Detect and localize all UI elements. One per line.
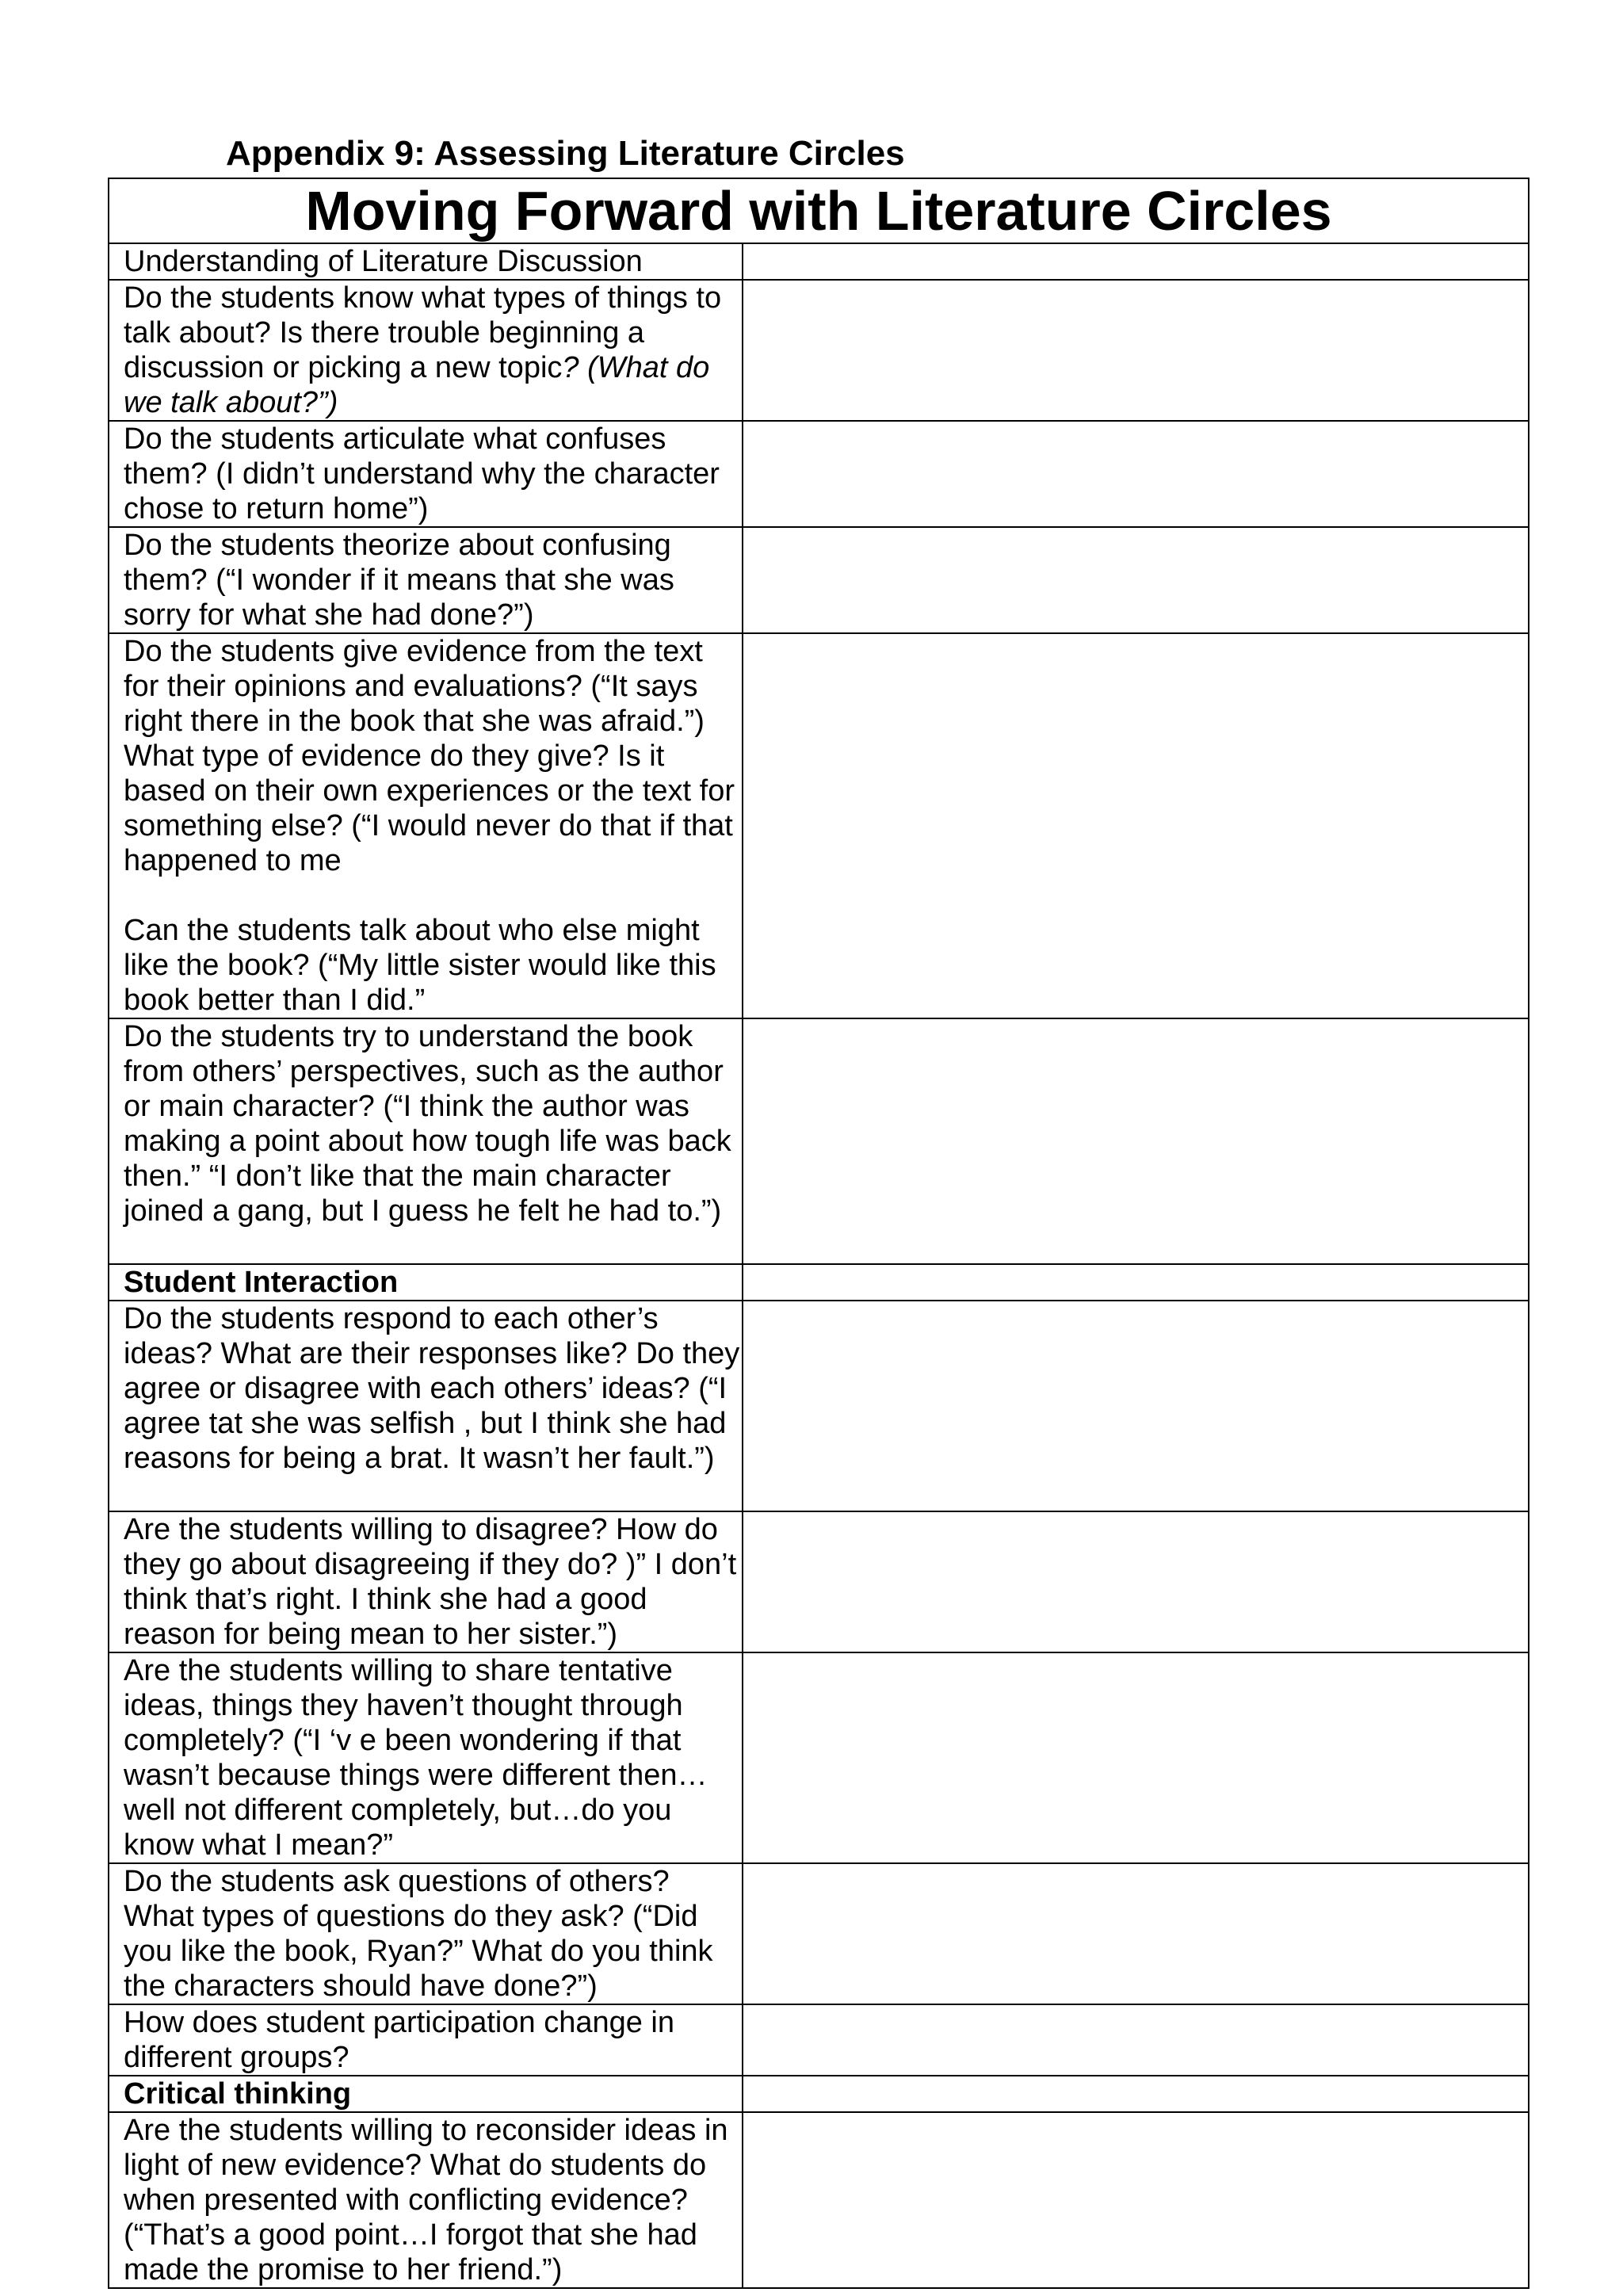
notes-cell[interactable] (743, 1018, 1529, 1264)
question-cell: Do the students respond to each other’s ideas? What are their responses like? Do they agree or disagree with each others’ ideas? (“I agree tat she was selfish , but I think she had reasons for being a brat. It wasn’t her fault.”) (109, 1301, 743, 1511)
notes-cell[interactable] (743, 2004, 1529, 2076)
question-row (109, 280, 1529, 421)
notes-cell[interactable] (743, 2076, 1529, 2112)
question-row (109, 1863, 1529, 2004)
question-cell: Are the students willing to disagree? How do they go about disagreeing if they do? )” I don’t think that’s right. I think she had a good reason for being mean to her sister.”) (109, 1511, 743, 1652)
section-label-understanding: Understanding of Literature Discussion (109, 243, 743, 280)
question-text: Do the students give evidence from the text for their opinions and evaluations? (“It says right there in the book that she was afraid.”) What type of evidence do they give? Is it based on their own experiences or the text for something else? (“I would never do that if that happened to me (124, 635, 735, 877)
section-row (109, 243, 1529, 280)
question-cell: Do the students articulate what confuses them? (I didn’t understand why the character chose to return home”) (109, 421, 743, 527)
question-cell: Are the students willing to reconsider ideas in light of new evidence? What do students do when presented with conflicting evidence?(“That’s a good point…I forgot that she had made the promise to her friend.”) (109, 2112, 743, 2288)
question-cell: Do the students try to understand the book from others’ perspectives, such as the author or main character? (“I think the author was making a point about how tough life was back then.” “I don’t like that the main character joined a gang, but I guess he felt he had to.”) (109, 1018, 743, 1264)
notes-cell[interactable] (743, 527, 1529, 633)
appendix-heading: Appendix 9: Assessing Literature Circles (226, 134, 905, 173)
question-cell: Do the students theorize about confusing them? (“I wonder if it means that she was sorry for what she had done?”) (109, 527, 743, 633)
question-cell: How does student participation change in different groups? (109, 2004, 743, 2076)
question-row (109, 527, 1529, 633)
section-label-interaction: Student Interaction (109, 1264, 743, 1301)
question-cell (109, 633, 743, 1018)
notes-cell[interactable] (743, 280, 1529, 421)
notes-cell[interactable] (743, 2112, 1529, 2288)
blank-line (124, 878, 742, 913)
question-text: Do the students know what types of things to talk about? Is there trouble beginning a discussion or picking a new topic (124, 281, 722, 384)
question-row (109, 1652, 1529, 1863)
section-label-critical: Critical thinking (109, 2076, 743, 2112)
question-cell: Are the students willing to share tentative ideas, things they haven’t thought through completely? (“I ‘v e been wondering if that wasn’t because things were different then…well not different completely, but…do you know what I mean?” (109, 1652, 743, 1863)
notes-cell[interactable] (743, 243, 1529, 280)
table-title: Moving Forward with Literature Circles (109, 178, 1529, 243)
notes-cell[interactable] (743, 1511, 1529, 1652)
notes-cell[interactable] (743, 1652, 1529, 1863)
question-row (109, 1511, 1529, 1652)
notes-cell[interactable] (743, 633, 1529, 1018)
question-row (109, 633, 1529, 1018)
rubric-frame (108, 178, 1528, 2289)
section-row (109, 1264, 1529, 1301)
section-row (109, 2076, 1529, 2112)
notes-cell[interactable] (743, 1863, 1529, 2004)
question-text: Can the students talk about who else might like the book? (“My little sister would like this book better than I did.” (124, 914, 716, 1017)
question-row (109, 1301, 1529, 1511)
question-row (109, 2004, 1529, 2076)
rubric-table (108, 178, 1529, 2289)
question-cell (109, 280, 743, 421)
notes-cell[interactable] (743, 1301, 1529, 1511)
question-row (109, 421, 1529, 527)
question-text-italic: ? (What do we talk about?”) (124, 351, 710, 419)
title-row (109, 178, 1529, 243)
question-row (109, 2112, 1529, 2288)
notes-cell[interactable] (743, 1264, 1529, 1301)
question-row (109, 1018, 1529, 1264)
notes-cell[interactable] (743, 421, 1529, 527)
question-cell: Do the students ask questions of others? What types of questions do they ask? (“Did you like the book, Ryan?” What do you think the characters should have done?”) (109, 1863, 743, 2004)
